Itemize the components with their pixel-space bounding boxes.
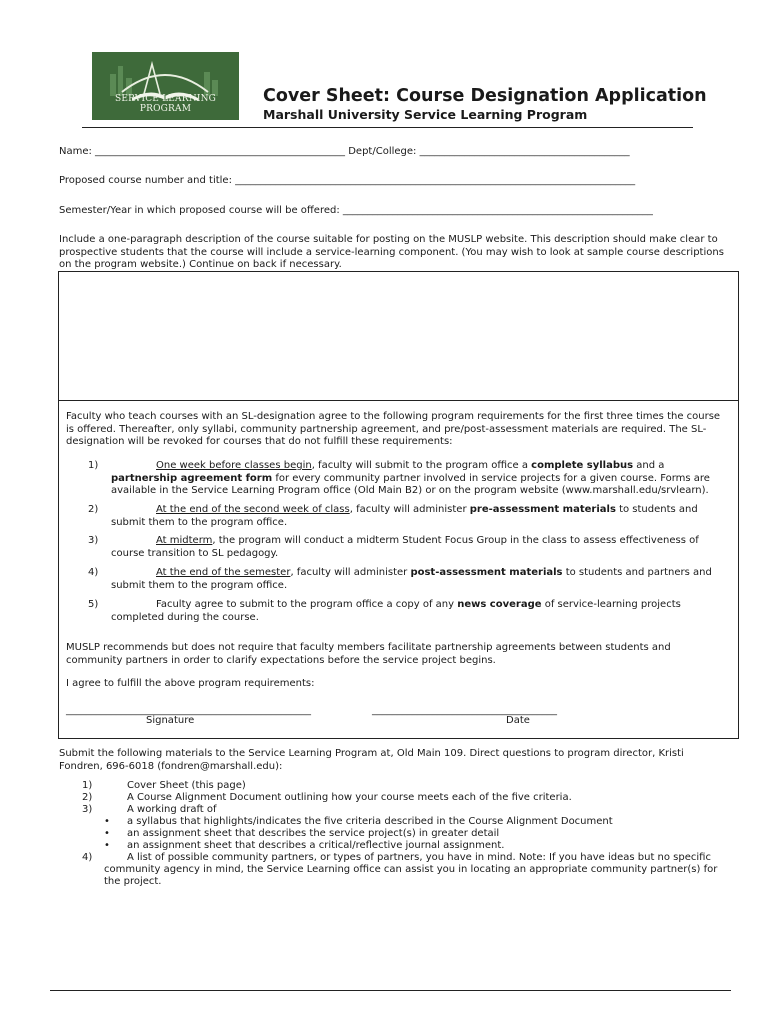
course-title-field[interactable]: Proposed course number and title: ________________________________________________________________________________ [59, 175, 636, 186]
agreement-text: I agree to fulfill the above program requirements: [66, 678, 315, 689]
list-item: Cover Sheet (this page) [127, 780, 246, 791]
signature-label: Signature [146, 715, 195, 726]
list-item: a syllabus that highlights/indicates the five criteria described in the Course Alignment Document [127, 816, 613, 827]
list-item: A working draft of [127, 804, 217, 815]
bullet-icon: • [104, 828, 110, 839]
name-dept-field[interactable]: Name: __________________________________________________ Dept/College: __________________________________________ [59, 146, 630, 157]
page-title: Cover Sheet: Course Designation Application [263, 86, 707, 106]
header-divider [82, 127, 693, 128]
recommendation-text: MUSLP recommends but does not require that faculty members facilitate partnership agreements between students and community partners in order to clarify expectations before the service project begins. [66, 642, 671, 666]
service-learning-logo [92, 52, 239, 120]
date-line[interactable]: _____________________________________ [372, 705, 557, 716]
list-item: A list of possible community partners, or types of partners, you have in mind. Note: If you have ideas but no specific [127, 852, 711, 863]
list-item: an assignment sheet that describes the service project(s) in greater detail [127, 828, 500, 839]
date-label: Date [506, 715, 530, 726]
bullet-icon: • [104, 840, 110, 851]
description-instructions: Include a one-paragraph description of the course suitable for posting on the MUSLP website. This description should make clear to prospective students that the course will include a service-learning component. (You may wish to look at sample course descriptions on the program website.) Continue on back if necessary. [59, 234, 724, 270]
submit-instructions: Submit the following materials to the Service Learning Program at, Old Main 109. Direct questions to program director, Kristi Fondren, 696-6018 (fondren@marshall.edu): [59, 748, 684, 772]
footer-divider [50, 990, 731, 991]
list-item: A Course Alignment Document outlining how your course meets each of the five criteria. [127, 792, 572, 803]
page-subtitle: Marshall University Service Learning Program [263, 107, 588, 122]
semester-field[interactable]: Semester/Year in which proposed course will be offered: ______________________________________________________________ [59, 205, 653, 216]
course-description-box[interactable] [58, 271, 739, 401]
signature-line[interactable]: _________________________________________________ [66, 705, 311, 716]
requirements-intro: Faculty who teach courses with an SL-designation agree to the following program requirements for the first three times the course is offered. Thereafter, only syllabi, community partnership agreement, and pre/post-assessment materials are required. The SL- designation will be revoked for courses that do not fulfill these requirements: [66, 411, 721, 447]
bullet-icon: • [104, 816, 110, 827]
logo-text: SERVICE LEARNING PROGRAM [114, 94, 217, 114]
list-item: an assignment sheet that describes a critical/reflective journal assignment. [127, 840, 505, 851]
